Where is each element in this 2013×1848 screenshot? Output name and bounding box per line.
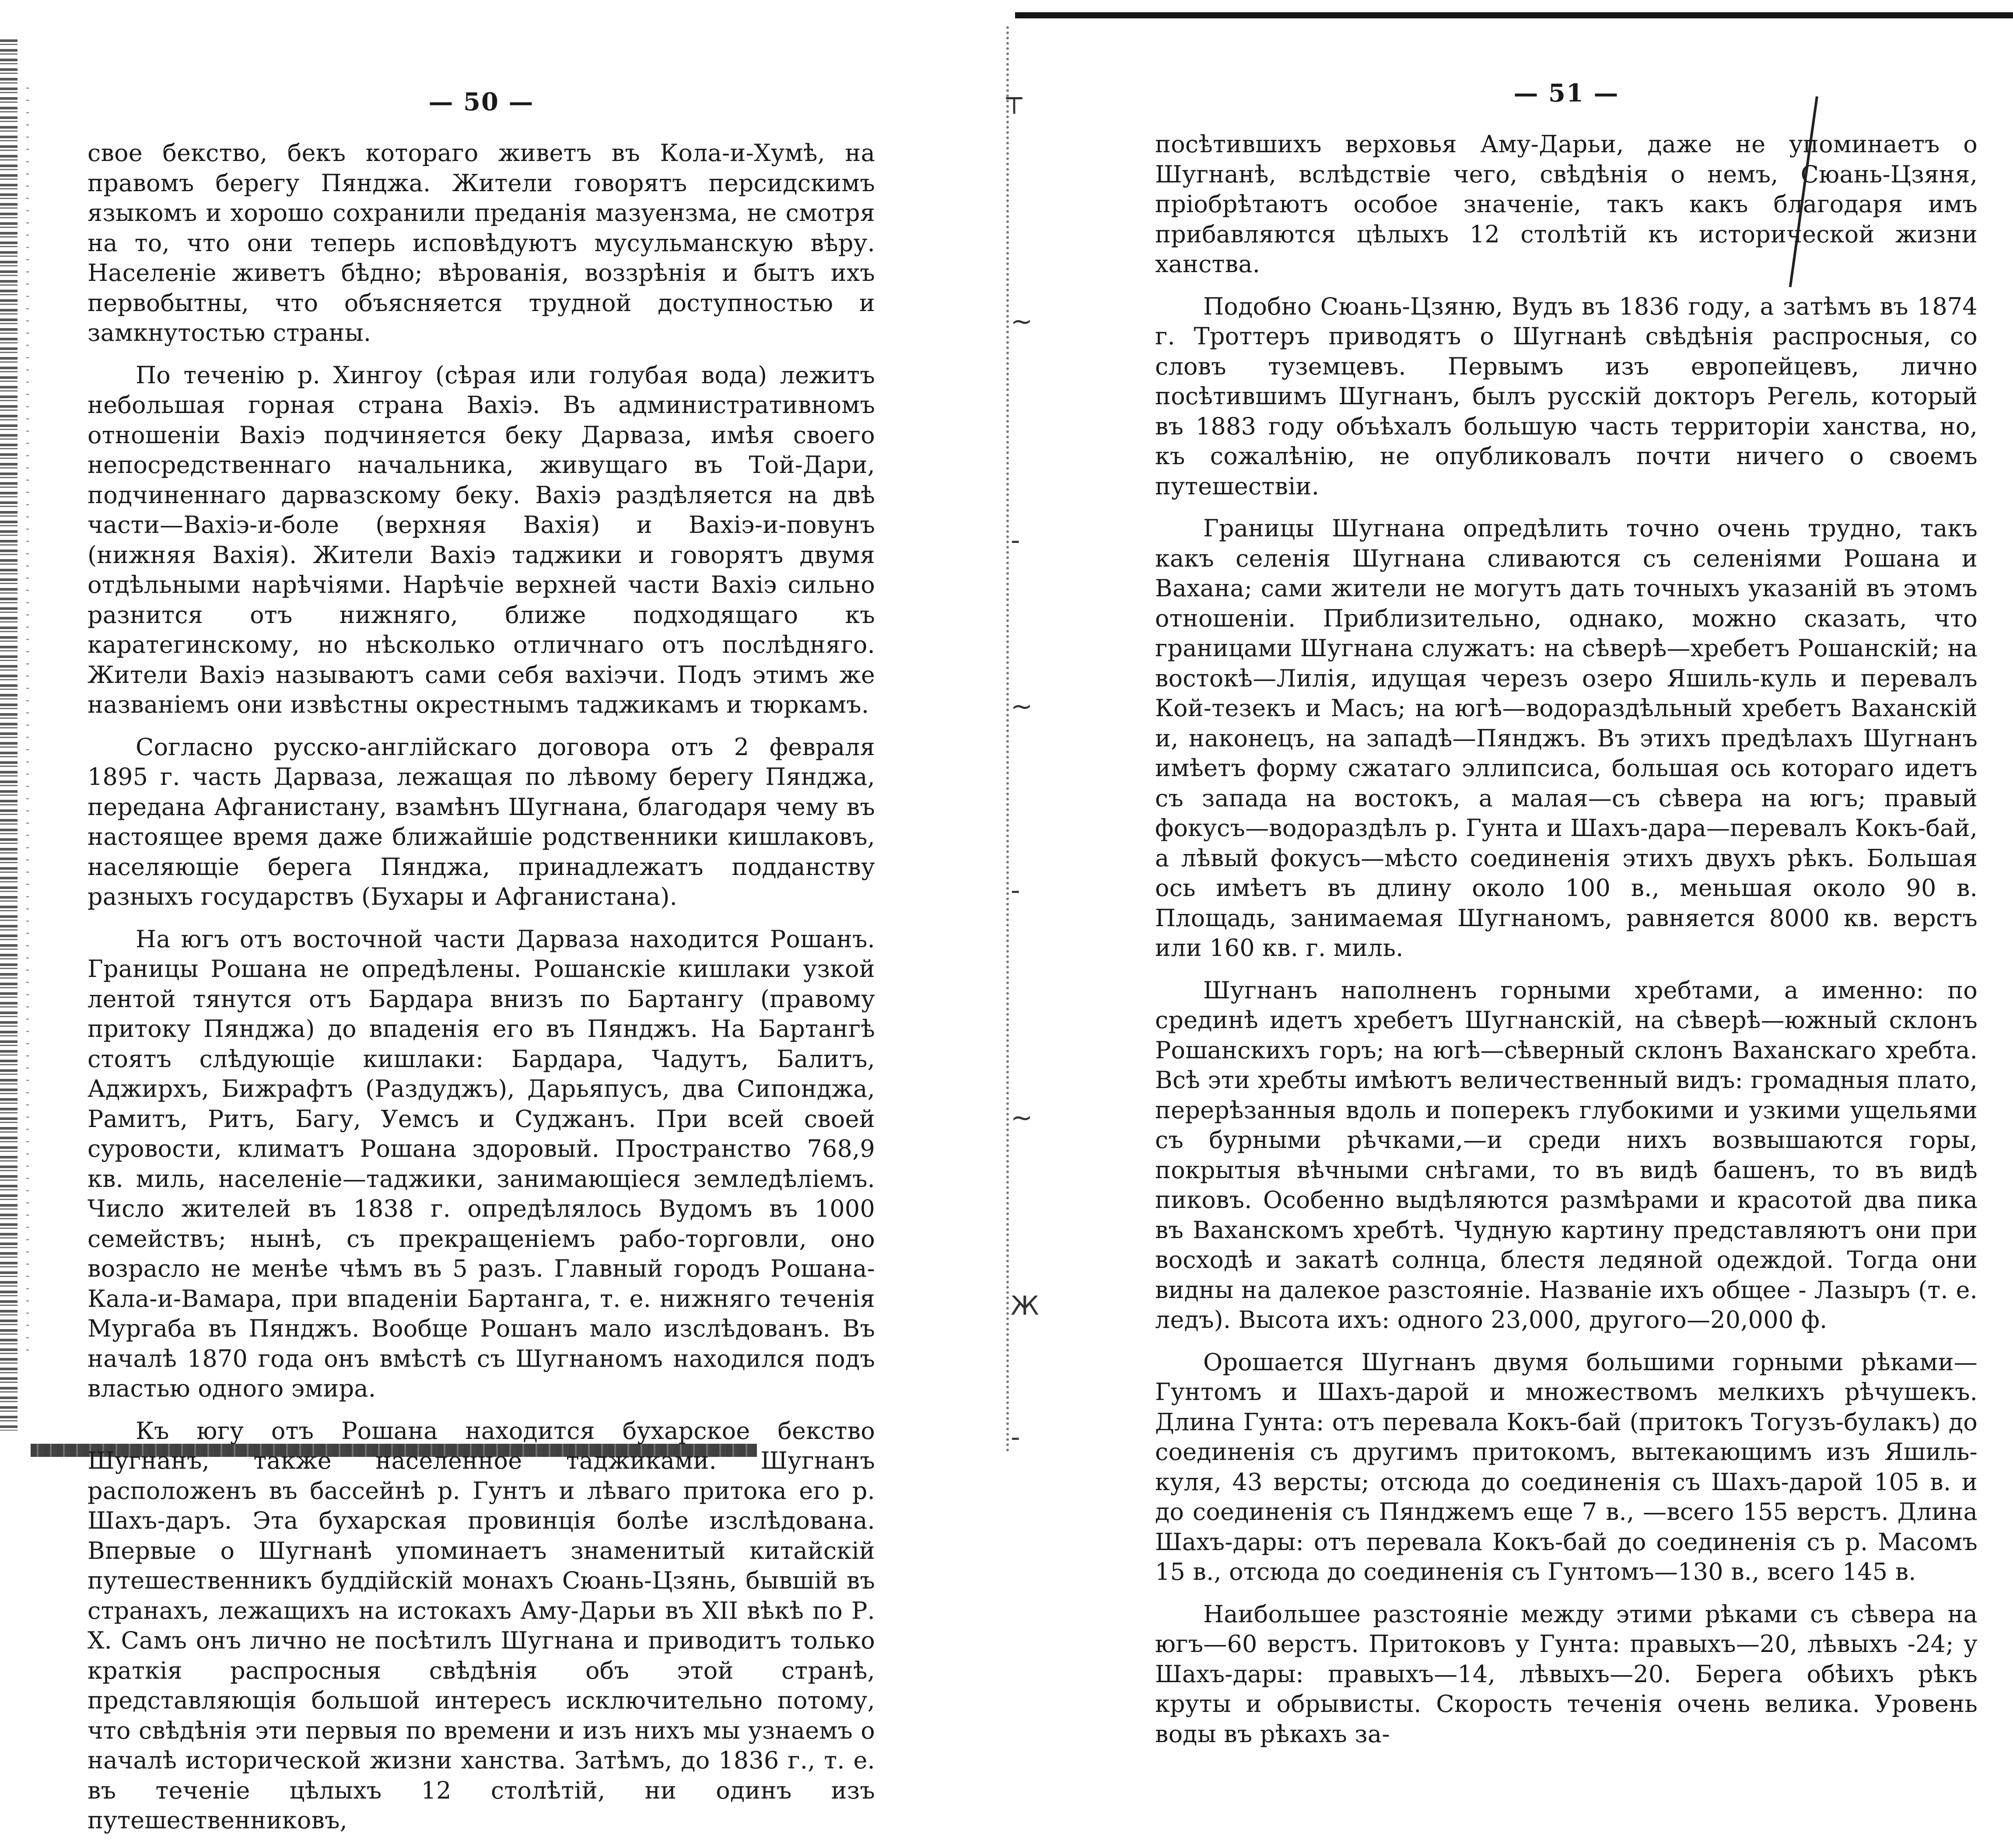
left-page: [88, 88, 875, 1848]
scan-top-bar: [1015, 12, 2013, 18]
paragraph: свое бекство, бекъ котораго живетъ въ Кола-и-Хумѣ, на правомъ берегу Пянджа. Жители говорятъ персидскимъ языкомъ и хорошо сохранили преданія мазуензма, не смотря на то, что они теперь исповѣдуютъ мусульманскую вѣру. Населеніе живетъ бѣдно; вѣрованія, воззрѣнія и бытъ ихъ первобытны, что объясняется трудной доступностью и замкнутостью страны.: [88, 139, 875, 346]
paragraph: По теченію р. Хингоу (сѣрая или голубая вода) лежитъ небольшая горная страна Вахіэ. Въ административномъ отношеніи Вахіэ подчиняется беку Дарваза, имѣя своего непосредственнаго начальника, живущаго въ Той-Дари, подчиненнаго дарвазскому беку. Вахіэ раздѣляется на двѣ части—Вахіэ-и-боле (верхняя Вахія) и Вахіэ-и-повунъ (нижняя Вахія). Жители Вахіэ таджики и говорятъ двумя отдѣльными нарѣчіями. Нарѣчіе верхней части Вахіэ сильно разнится отъ нижняго, ближе подходящаго къ каратегинскому, но нѣсколько отличнаго отъ послѣдняго. Жители Вахіэ называютъ сами себя вахіэчи. Подъ этимъ же названіемъ они извѣстны окрестнымъ таджикамъ и тюркамъ.: [88, 361, 875, 718]
paragraph: Наибольшее разстояніе между этими рѣками съ сѣвера на югъ—60 верстъ. Притоковъ у Гунта: правыхъ—20, лѣвыхъ -24; у Шахъ-дары: правыхъ—14, лѣвыхъ—20. Берега обѣихъ рѣкъ круты и обрывисты. Скорость теченія очень велика. Уровень воды въ рѣкахъ за-: [1155, 1600, 1978, 1748]
page-number: — 50 —: [428, 88, 534, 116]
scan-edge-dots: [26, 88, 29, 1356]
gutter-mark: -: [1011, 1422, 1020, 1452]
gutter-mark: -: [1011, 525, 1020, 556]
gutter-mark: ┬: [1006, 83, 1022, 114]
book-gutter: [1006, 26, 1040, 1452]
page-number: — 51 —: [1513, 79, 1619, 108]
paragraph: На югъ отъ восточной части Дарваза находится Рошанъ. Границы Рошана не опредѣлены. Рошанскіе кишлаки узкой лентой тянутся отъ Бардара внизъ по Бартангу (правому притоку Пянджа) до впаденія его въ Пянджъ. На Бартангѣ стоятъ слѣдующіе кишлаки: Бардара, Чадутъ, Балитъ, Аджирхъ, Бижрафтъ (Раздуджъ), Дарьяпусъ, два Сипонджа, Рамитъ, Ритъ, Багу, Уемсъ и Суджанъ. При всей своей суровости, климатъ Рошана здоровый. Пространство 768,9 кв. миль, населеніе—таджики, занимающіеся земледѣліемъ. Число жителей въ 1838 г. опредѣлялось Вудомъ въ 1000 семействъ; нынѣ, съ прекращеніемъ рабо-торговли, оно возрасло не менѣе чѣмъ въ 5 разъ. Главный городъ Рошана-Кала-и-Вамара, при впаденіи Бартанга, т. е. нижняго теченія Мургаба въ Пянджъ. Вообще Рошанъ мало изслѣдованъ. Въ началѣ 1870 года онъ вмѣстѣ съ Шугнаномъ находился подъ властью одного эмира.: [88, 925, 875, 1402]
right-page: [1155, 79, 1978, 1761]
gutter-mark: ~: [1011, 1102, 1033, 1133]
paragraph: Границы Шугнана опредѣлить точно очень трудно, такъ какъ селенія Шугнана сливаются съ селеніями Рошана и Вахана; сами жители не могутъ дать точныхъ указаній въ этомъ отношеніи. Приблизительно, однако, можно сказать, что границами Шугнана служатъ: на сѣверѣ—хребетъ Рошанскій; на востокѣ—Лилія, идущая черезъ озеро Яшиль-куль и перевалъ Кой-тезекъ и Масъ; на югѣ—водораздѣльный хребетъ Ваханскій и, наконецъ, на западѣ—Пянджъ. Въ этихъ предѣлахъ Шугнанъ имѣетъ форму сжатаго эллипсиса, большая ось котораго идетъ съ запада на востокъ, а малая—съ сѣвера на югъ; правый фокусъ—водораздѣлъ р. Гунта и Шахъ-дара—перевалъ Кокъ-бай, а лѣвый фокусъ—мѣсто соединенія этихъ двухъ рѣкъ. Большая ось имѣетъ въ длину около 100 в., меньшая около 90 в. Площадь, занимаемая Шугнаномъ, равняется 8000 кв. верстъ или 160 кв. г. миль.: [1155, 514, 1978, 962]
gutter-mark: ~: [1011, 306, 1033, 337]
gutter-mark: Ж: [1011, 1291, 1039, 1321]
paragraph: Подобно Сюань-Цзяню, Вудъ въ 1836 году, а затѣмъ въ 1874 г. Троттеръ приводятъ о Шугнанѣ свѣдѣнія распросныя, со словъ туземцевъ. Первымъ изъ европейцевъ, лично посѣтившимъ Шугнанъ, былъ русскій докторъ Регель, который въ 1883 году объѣхалъ большую часть территоріи ханства, но, къ сожалѣнію, не опубликовалъ почти ничего о своемъ путешествіи.: [1155, 292, 1978, 500]
paragraph: Орошается Шугнанъ двумя большими горными рѣками—Гунтомъ и Шахъ-дарой и множествомъ мелкихъ рѣчушекъ. Длина Гунта: отъ перевала Кокъ-бай (притокъ Тогузъ-булакъ) до соединенія съ другимъ притокомъ, вытекающимъ изъ Яшиль-куля, 43 версты; отсюда до соединенія съ Шахъ-дарой 105 в. и до соединенія съ Пянджемъ еще 7 в., —всего 155 верстъ. Длина Шахъ-дары: отъ перевала Кокъ-бай до соединенія съ р. Масомъ 15 в., отсюда до соединенія съ Гунтомъ—130 в., всего 145 в.: [1155, 1348, 1978, 1586]
scan-edge-shadow: [0, 39, 18, 1431]
paragraph: посѣтившихъ верховья Аму-Дарьи, даже не упоминаетъ о Шугнанѣ, вслѣдствіе чего, свѣдѣнія о немъ, Сюань-Цзяня, пріобрѣтаютъ особое значеніе, такъ какъ благодаря имъ прибавляются цѣлыхъ 12 столѣтій къ исторической жизни ханства.: [1155, 130, 1978, 278]
gutter-mark: -: [1011, 875, 1020, 906]
paragraph: Шугнанъ наполненъ горными хребтами, а именно: по срединѣ идетъ хребетъ Шугнанскій, на сѣверѣ—южный склонъ Рошанскихъ горъ; на югѣ—сѣверный склонъ Ваханскаго хребта. Всѣ эти хребты имѣютъ величественный видъ: громадныя плато, перерѣзанныя вдоль и поперекъ глубокими и узкими ущельями съ бурными рѣчками,—и среди нихъ возвышаются горы, покрытыя вѣчными снѣгами, то въ видѣ башенъ, то въ видѣ пиковъ. Особенно выдѣляются размѣрами и красотой два пика въ Ваханскомъ хребтѣ. Чудную картину представляютъ они при восходѣ и закатѣ солнца, блестя ледяной одеждой. Тогда они видны на далекое разстояніе. Названіе ихъ общее - Лазыръ (т. е. ледъ). Высота ихъ: одного 23,000, другого—20,000 ф.: [1155, 976, 1978, 1334]
gutter-mark: ~: [1011, 691, 1033, 722]
paragraph: Къ югу отъ Рошана находится бухарское бекство Шугнанъ, также населенное таджиками. Шугнанъ расположенъ въ бассейнѣ р. Гунтъ и лѣваго притока его р. Шахъ-даръ. Эта бухарская провинція болѣе изслѣдована. Впервые о Шугнанѣ упоминаетъ знаменитый китайскій путешественникъ буддійскій монахъ Сюань-Цзянь, бывшій въ странахъ, лежащихъ на истокахъ Аму-Дарьи въ XII вѣкѣ по Р. Х. Самъ онъ лично не посѣтилъ Шугнана и приводитъ только краткія распросныя свѣдѣнія объ этой странѣ, представляющія большой интересъ исключительно потому, что свѣдѣнія эти первыя по времени и изъ нихъ мы узнаемъ о началѣ исторической жизни ханства. Затѣмъ, до 1836 г., т. е. въ теченіе цѣлыхъ 12 столѣтій, ни одинъ изъ путешественниковъ,: [88, 1417, 875, 1834]
paragraph: Согласно русско-англійскаго договора отъ 2 февраля 1895 г. часть Дарваза, лежащая по лѣвому берегу Пянджа, передана Афганистану, взамѣнъ Шугнана, благодаря чему въ настоящее время даже ближайшіе родственники кишлаковъ, населяющіе берега Пянджа, принадлежатъ подданству разныхъ государствъ (Бухары и Афганистана).: [88, 733, 875, 910]
